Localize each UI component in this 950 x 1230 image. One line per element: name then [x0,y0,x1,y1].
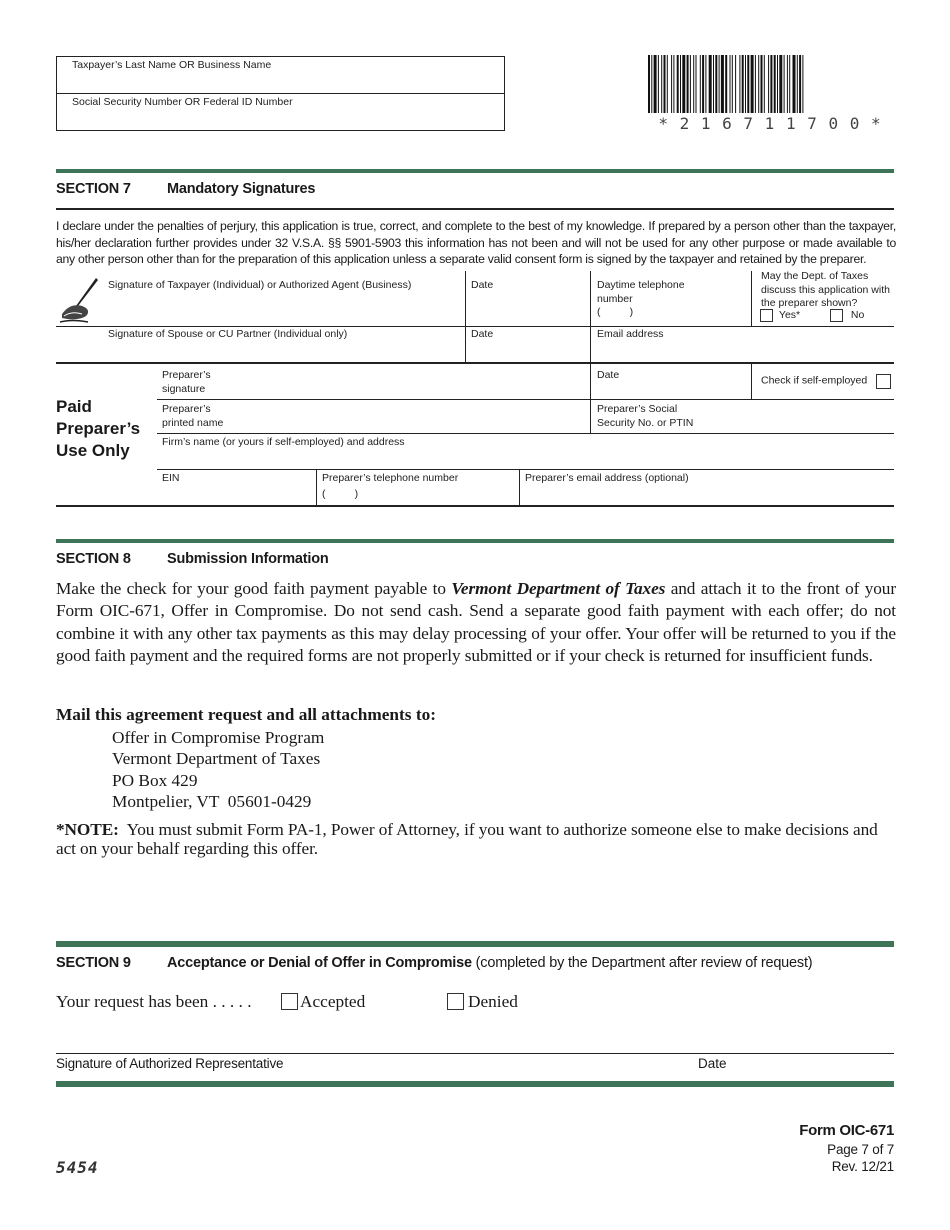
discuss-yes-option[interactable] [760,309,800,323]
submission-paragraph [56,578,896,667]
firm-name-label: Firm’s name (or yours if self-employed) and address [162,436,405,448]
preparer-name-field[interactable] [162,403,582,431]
denied-option[interactable] [447,992,518,1012]
request-status-text: Your request has been . . . . . [56,992,252,1011]
barcode [646,55,894,135]
poa-note [56,820,896,858]
preparer-signature-label-1: Preparer’s [162,369,211,381]
paid-preparer-heading [56,396,140,462]
preparer-email-field[interactable] [525,472,885,504]
spouse-date-label: Date [471,328,494,340]
rep-date-field[interactable] [698,1056,888,1076]
daytime-phone-parens: ( ) [597,306,634,319]
discuss-with-preparer [761,270,896,311]
address-line-3: PO Box 429 [112,770,198,790]
discuss-no-option[interactable] [830,309,864,323]
spouse-signature-label: Signature of Spouse or CU Partner (Individual only) [108,328,348,340]
request-status [56,992,252,1012]
taxpayer-date-label: Date [471,279,494,291]
spouse-date-field[interactable] [471,328,586,360]
address-line-4: Montpelier, VT 05601-0429 [112,791,312,811]
form-code: 5454 [56,1158,99,1177]
email-label: Email address [597,328,664,340]
preparer-email-label: Preparer’s email address (optional) [525,472,689,484]
ein-field[interactable] [162,472,312,504]
preparer-signature-field[interactable] [162,369,582,397]
discuss-no-checkbox[interactable] [830,309,843,322]
section7-title: Mandatory Signatures [167,181,316,197]
section8-rule [56,539,894,543]
section8-number: SECTION 8 [56,551,131,567]
pen-icon [58,276,104,326]
barcode-text: * 2 1 6 7 1 1 7 0 0 * [658,114,882,133]
rep-date-label: Date [698,1056,727,1071]
taxpayer-signature-label: Signature of Taxpayer (Individual) or Authorized Agent (Business) [108,279,412,291]
preparer-heading-line3: Use Only [56,441,130,460]
ssn-field[interactable] [72,96,492,126]
preparer-heading-line2: Preparer’s [56,419,141,438]
preparer-date-label: Date [597,369,620,381]
ssn-label: Social Security Number OR Federal ID Number [72,96,293,108]
rep-signature-label: Signature of Authorized Representative [56,1056,284,1071]
submission-text-after: and attach it to the front of your Form OIC-671, Offer in Compromise. Do not send cash. Send a separate good faith payment with each offer; do not combine it with any other tax payments as this may delay processing of your offer. Your offer will be returned to you if the good faith payment and the required forms are not properly submitted or if your check is returned for insufficient funds. [56,579,896,665]
email-field[interactable] [597,328,887,360]
page-number: Page 7 of 7 [827,1142,894,1157]
section7-number: SECTION 7 [56,181,131,197]
taxpayer-name-field[interactable] [72,59,492,89]
section9-number: SECTION 9 [56,955,131,971]
accepted-checkbox[interactable] [281,993,298,1010]
self-employed-checkbox[interactable] [876,374,891,389]
taxpayer-signature-field[interactable] [108,279,458,321]
self-employed-option[interactable] [761,374,891,389]
section9-heading [167,955,812,971]
payee-name: Vermont Department of Taxes [451,579,666,598]
taxpayer-id-box [56,56,505,131]
preparer-name-label-2: printed name [162,416,224,429]
address-line-2: Vermont Department of Taxes [112,749,321,769]
perjury-declaration: I declare under the penalties of perjury, this application is true, correct, and complete to the best of my knowledge. If prepared by a person other than the taxpayer, his/her declaration further provides under 32 V.S.A. §§ 5901-5903 this information has not been and will not be used for any other purpose or made available to any other person other than for the preparation of this application unless a separate valid consent form is signed by the taxpayer and retained by the preparer. [56,219,896,267]
form-name: Form OIC-671 [799,1122,894,1139]
preparer-phone-parens: ( ) [322,487,359,500]
preparer-date-field[interactable] [597,369,747,397]
preparer-ptin-field[interactable] [597,403,887,431]
section9-bottom-rule [56,1081,894,1087]
preparer-phone-label: Preparer’s telephone number [322,472,459,484]
barcode-bars [646,55,894,115]
discuss-label: May the Dept. of Taxes discuss this application with the preparer shown? [761,270,890,309]
preparer-signature-label-2: signature [162,382,206,395]
daytime-phone-label-2: number [597,292,633,305]
mailing-address [112,727,324,812]
ein-label: EIN [162,472,180,484]
note-text: You must submit Form PA-1, Power of Attorney, if you want to authorize someone else to make decisions and act on your behalf regarding this offer. [56,820,882,858]
revision: Rev. 12/21 [831,1159,894,1174]
footer-info [694,1121,894,1175]
address-line-1: Offer in Compromise Program [112,728,325,747]
discuss-yes-checkbox[interactable] [760,309,773,322]
firm-name-field[interactable] [162,436,887,468]
accepted-option[interactable] [281,992,365,1012]
discuss-yes-label: Yes* [778,309,801,322]
section8-title: Submission Information [167,551,329,567]
taxpayer-date-field[interactable] [471,279,586,321]
preparer-heading-line1: Paid [56,397,92,416]
section9-title: Acceptance or Denial of Offer in Compromise [167,955,472,971]
taxpayer-name-label: Taxpayer’s Last Name OR Business Name [72,59,272,71]
self-employed-label: Check if self-employed [761,374,868,387]
section9-subtitle: (completed by the Department after review of request) [471,955,813,971]
accepted-label: Accepted [300,992,366,1011]
preparer-ptin-label-2: Security No. or PTIN [597,416,694,429]
submission-text-before: Make the check for your good faith payment payable to [56,579,452,598]
denied-checkbox[interactable] [447,993,464,1010]
daytime-phone-field[interactable] [597,279,747,321]
denied-label: Denied [468,992,518,1011]
preparer-name-label-1: Preparer’s [162,403,211,415]
preparer-ptin-label-1: Preparer’s Social [597,403,678,415]
spouse-signature-field[interactable] [108,328,458,360]
daytime-phone-label-1: Daytime telephone [597,279,685,291]
section9-rule [56,941,894,947]
preparer-phone-field[interactable] [322,472,512,504]
rep-signature-field[interactable] [56,1056,656,1076]
mail-heading: Mail this agreement request and all attachments to: [56,705,436,724]
note-label: *NOTE: [56,820,119,839]
discuss-no-label: No [850,309,865,322]
section7-rule [56,169,894,173]
